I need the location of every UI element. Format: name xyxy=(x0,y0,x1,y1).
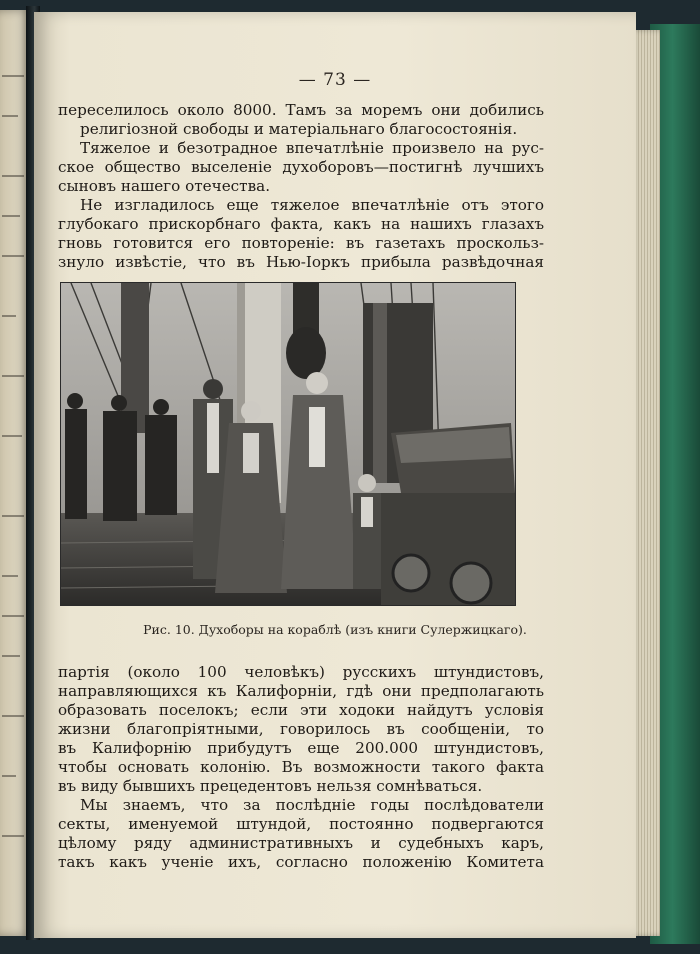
book-page xyxy=(34,12,636,938)
text-line: Мы знаемъ, что за послѣдніе годы послѣдователи xyxy=(80,796,544,814)
text-line: Тяжелое и безотрадное впечатлѣніе произвело на рус- xyxy=(80,139,544,157)
text-line: переселилось около 8000. Тамъ за моремъ они добились xyxy=(58,101,544,119)
text-line: цѣлому ряду административныхъ и судебныхъ каръ, xyxy=(58,834,544,852)
text-line: Не изгладилось еще тяжелое впечатлѣніе отъ этого xyxy=(80,196,544,214)
photograph-doukhobors-on-ship xyxy=(60,282,516,606)
text-line: знуло извѣстіе, что въ Нью-Іоркъ прибыла развѣдочная xyxy=(58,253,544,271)
body-text-top xyxy=(58,101,544,272)
text-line: партія (около 100 человѣкъ) русскихъ штундистовъ, xyxy=(58,663,544,681)
text-line: образовать поселокъ; если эти ходоки найдутъ условія xyxy=(58,701,544,719)
text-line: такъ какъ ученіе ихъ, согласно положенію Комитета xyxy=(58,853,544,871)
text-line: религіозной свободы и матеріальнаго благосостоянія. xyxy=(80,120,518,138)
text-line: секты, именуемой штундой, постоянно подвергаются xyxy=(58,815,544,833)
text-line: гновь готовится его повтореніе: въ газетахъ проскольз- xyxy=(58,234,544,252)
body-text-bottom xyxy=(58,663,544,872)
figure-caption: Рис. 10. Духоборы на кораблѣ (изъ книги Сулержицкаго). xyxy=(143,622,527,637)
text-line: направляющихся къ Калифорніи, гдѣ они предполагають xyxy=(58,682,544,700)
text-line: въ Калифорнію прибудутъ еще 200.000 штундистовъ, xyxy=(58,739,544,757)
text-line: въ виду бывшихъ прецедентовъ нельзя сомнѣваться. xyxy=(58,777,483,795)
text-line: ское общество выселеніе духоборовъ—постигнѣ лучшихъ xyxy=(58,158,544,176)
text-line: глубокаго прискорбнаго факта, какъ на нашихъ глазахъ xyxy=(58,215,544,233)
text-line: чтобы основать колонію. Въ возможности такого факта xyxy=(58,758,544,776)
page-number: — 73 — xyxy=(298,70,372,90)
text-line: жизни благопріятными, говорилось въ сообщеніи, то xyxy=(58,720,544,738)
text-line: сыновъ нашего отечества. xyxy=(58,177,271,195)
